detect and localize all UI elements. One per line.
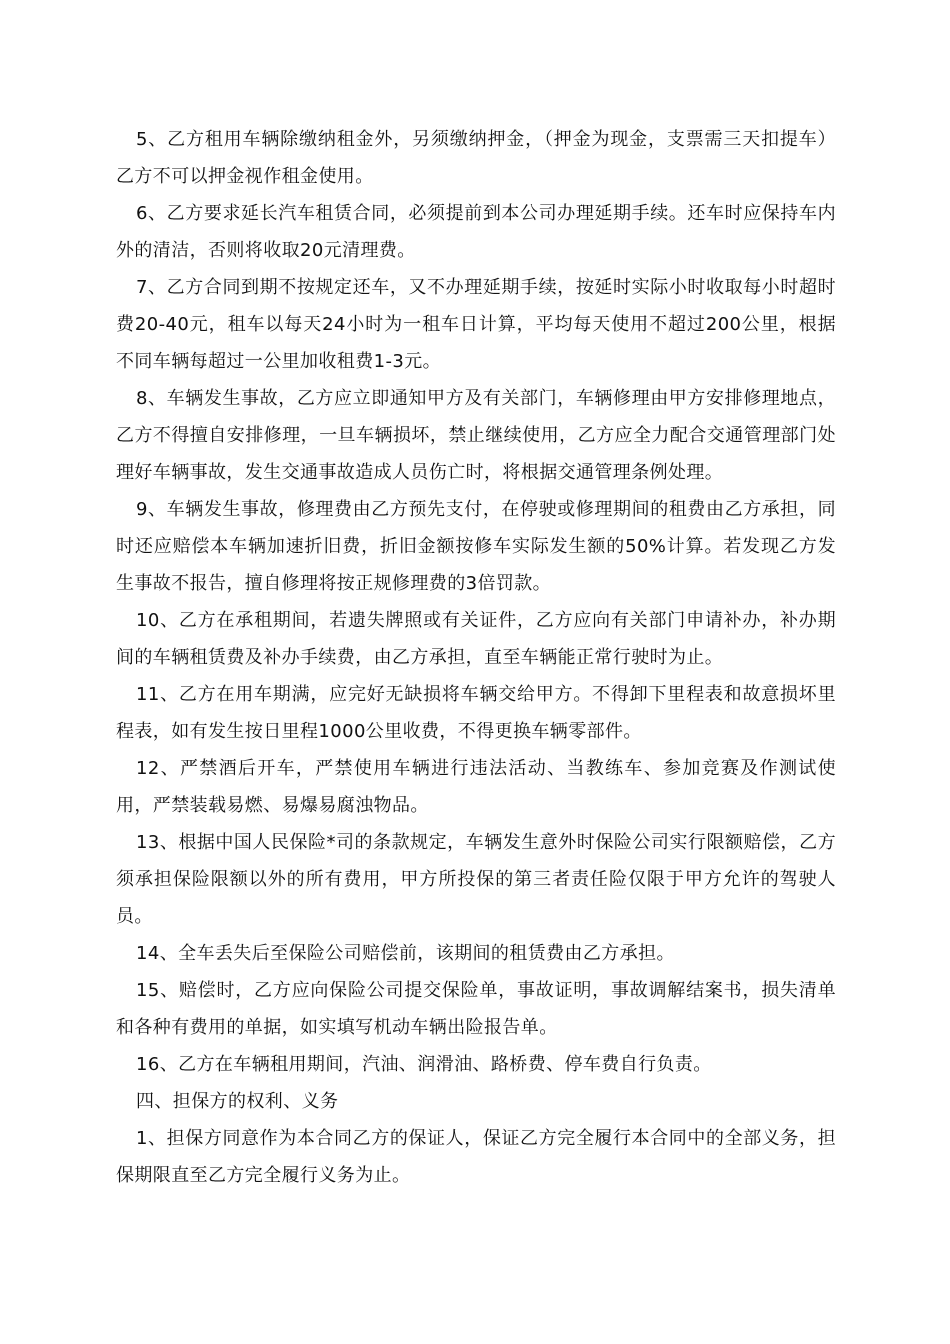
clause-15: 15、赔偿时，乙方应向保险公司提交保险单，事故证明，事故调解结案书，损失清单和各种有费用的单据，如实填写机动车辆出险报告单。: [116, 980, 836, 1038]
clause-12: 12、严禁酒后开车，严禁使用车辆进行违法活动、当教练车、参加竞赛及作测试使用，严禁装载易燃、易爆易腐浊物品。: [116, 758, 836, 816]
guarantor-clause-1: 1、担保方同意作为本合同乙方的保证人，保证乙方完全履行本合同中的全部义务，担保期限直至乙方完全履行义务为止。: [116, 1128, 836, 1186]
clause-11: 11、乙方在用车期满，应完好无缺损将车辆交给甲方。不得卸下里程表和故意损坏里程表，如有发生按日里程1000公里收费，不得更换车辆零部件。: [116, 684, 836, 742]
clause-6: 6、乙方要求延长汽车租赁合同，必须提前到本公司办理延期手续。还车时应保持车内外的清洁，否则将收取20元清理费。: [116, 203, 836, 261]
clause-13: 13、根据中国人民保险*司的条款规定，车辆发生意外时保险公司实行限额赔偿，乙方须承担保险限额以外的所有费用，甲方所投保的第三者责任险仅限于甲方允许的驾驶人员。: [116, 832, 836, 927]
clause-14: 14、全车丢失后至保险公司赔偿前，该期间的租赁费由乙方承担。: [136, 943, 675, 964]
clause-8: 8、车辆发生事故，乙方应立即通知甲方及有关部门，车辆修理由甲方安排修理地点，乙方不得擅自安排修理，一旦车辆损坏，禁止继续使用，乙方应全力配合交通管理部门处理好车辆事故，发生交通事故造成人员伤亡时，将根据交通管理条例处理。: [116, 388, 836, 483]
clause-9: 9、车辆发生事故，修理费由乙方预先支付，在停驶或修理期间的租费由乙方承担，同时还应赔偿本车辆加速折旧费，折旧金额按修车实际发生额的50%计算。若发现乙方发生事故不报告，擅自修理将按正规修理费的3倍罚款。: [116, 499, 836, 594]
clause-5: 5、乙方租用车辆除缴纳租金外，另须缴纳押金，（押金为现金，支票需三天扣提车）乙方不可以押金视作租金使用。: [116, 129, 836, 187]
clause-16: 16、乙方在车辆租用期间，汽油、润滑油、路桥费、停车费自行负责。: [136, 1054, 712, 1075]
document-body: [116, 121, 836, 1194]
section-heading-guarantor: 四、担保方的权利、义务: [136, 1091, 339, 1112]
clause-7: 7、乙方合同到期不按规定还车，又不办理延期手续，按延时实际小时收取每小时超时费20-40元，租车以每天24小时为一租车日计算，平均每天使用不超过200公里，根据不同车辆每超过一公里加收租费1-3元。: [116, 277, 836, 372]
clause-10: 10、乙方在承租期间，若遗失牌照或有关证件，乙方应向有关部门申请补办，补办期间的车辆租赁费及补办手续费，由乙方承担，直至车辆能正常行驶时为止。: [116, 610, 836, 668]
